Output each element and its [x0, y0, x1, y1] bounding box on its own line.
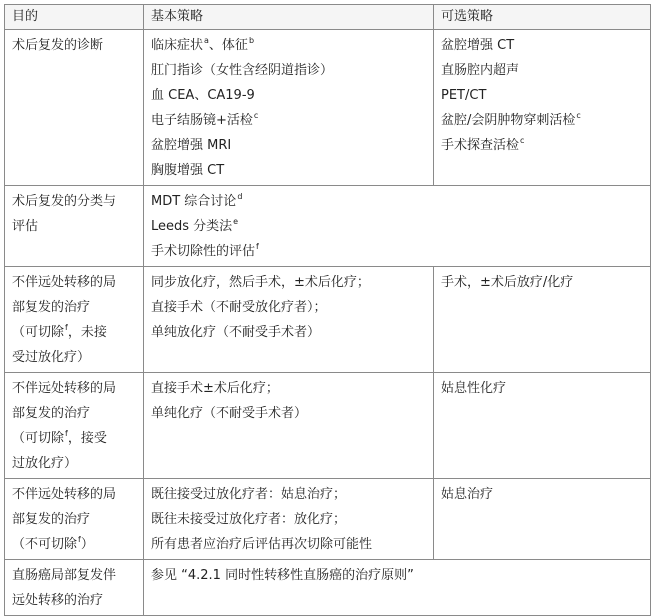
purpose-line: 评估 [12, 219, 39, 234]
purpose-line: 不伴远处转移的局 [12, 381, 117, 396]
table-row [5, 479, 651, 560]
basic-line [151, 189, 644, 214]
purpose-line: 不伴远处转移的局 [12, 487, 117, 502]
basic-line [151, 108, 427, 133]
optional-line [441, 108, 644, 133]
footnote-mark: a [204, 36, 209, 45]
purpose-cell [5, 267, 144, 373]
purpose-cell [5, 186, 144, 267]
optional-text: 盆腔/会阴肿物穿刺活检 [441, 113, 576, 128]
optional-line: 直肠腔内超声 [441, 63, 520, 78]
footnote-mark: f [256, 242, 259, 251]
basic-line: 血 CEA、CA19-9 [151, 88, 255, 103]
header-purpose: 目的 [5, 5, 144, 30]
purpose-line: 术后复发的分类与 [12, 194, 117, 209]
basic-text: MDT 综合讨论 [151, 194, 237, 209]
purpose-cell [5, 560, 144, 616]
basic-text: 手术切除性的评估 [151, 244, 256, 259]
purpose-line: 直肠癌局部复发伴 [12, 568, 117, 583]
footnote-mark: d [237, 192, 243, 201]
optional-line: 姑息性化疗 [441, 381, 507, 396]
basic-cell [144, 560, 651, 616]
basic-cell [144, 30, 434, 186]
basic-line: 肛门指诊（女性含经阴道指诊） [151, 63, 334, 78]
purpose-text: ，未接 [67, 325, 107, 340]
purpose-line: 部复发的治疗 [12, 406, 91, 421]
basic-text: 临床症状 [151, 38, 204, 53]
basic-text: Leeds 分类法 [151, 219, 233, 234]
optional-cell [434, 373, 651, 479]
purpose-line: 部复发的治疗 [12, 512, 91, 527]
optional-cell [434, 30, 651, 186]
table-row [5, 373, 651, 479]
purpose-line: 不伴远处转移的局 [12, 275, 117, 290]
purpose-line: 过放化疗） [12, 456, 78, 471]
basic-text: 电子结肠镜+活检 [151, 113, 253, 128]
basic-line: 单纯放化疗（不耐受手术者） [151, 325, 321, 340]
basic-line: 胸腹增强 CT [151, 163, 225, 178]
purpose-text: ） [80, 537, 94, 552]
optional-line: 姑息治疗 [441, 487, 494, 502]
purpose-line: 部复发的治疗 [12, 300, 91, 315]
basic-cell [144, 373, 434, 479]
optional-cell [434, 267, 651, 373]
footnote-mark: b [248, 36, 255, 45]
basic-line: 盆腔增强 MRI [151, 138, 232, 153]
purpose-text: （可切除 [12, 325, 65, 340]
basic-cell [144, 479, 434, 560]
purpose-line [12, 532, 137, 557]
footnote-mark: e [233, 217, 239, 226]
optional-line: 盆腔增强 CT [441, 38, 515, 53]
basic-line: 参见 “4.2.1 同时性转移性直肠癌的治疗原则” [151, 568, 414, 583]
basic-line [151, 33, 427, 58]
recurrence-strategy-table [4, 4, 651, 616]
header-row [5, 5, 651, 30]
optional-line [441, 133, 644, 158]
basic-line: 所有患者应治疗后评估再次切除可能性 [151, 537, 373, 552]
optional-line: 手术，±术后放疗/化疗 [441, 275, 574, 290]
basic-line [151, 239, 644, 264]
header-optional-strategy: 可选策略 [434, 5, 651, 30]
basic-line [151, 214, 644, 239]
table-row [5, 186, 651, 267]
basic-line: 直接手术（不耐受放化疗者）； [151, 300, 327, 315]
purpose-line: 术后复发的诊断 [12, 38, 104, 53]
footnote-mark: c [576, 111, 581, 120]
table-row [5, 560, 651, 616]
header-basic-strategy: 基本策略 [144, 5, 434, 30]
footnote-mark: c [520, 136, 525, 145]
basic-line: 既往未接受过放化疗者：放化疗； [151, 512, 347, 527]
purpose-text: （可切除 [12, 431, 65, 446]
basic-text: 、体征 [208, 38, 248, 53]
purpose-text: （不可切除 [12, 537, 78, 552]
footnote-mark: f [65, 323, 68, 332]
basic-line: 既往接受过放化疗者：姑息治疗； [151, 487, 347, 502]
purpose-cell [5, 30, 144, 186]
basic-line: 直接手术±术后化疗； [151, 381, 279, 396]
purpose-line: 远处转移的治疗 [12, 593, 104, 608]
purpose-cell [5, 479, 144, 560]
basic-line: 单纯化疗（不耐受手术者） [151, 406, 308, 421]
purpose-text: ，接受 [67, 431, 107, 446]
optional-cell [434, 479, 651, 560]
footnote-mark: c [253, 111, 259, 120]
basic-line: 同步放化疗，然后手术，±术后化疗； [151, 275, 370, 290]
purpose-line: 受过放化疗） [12, 350, 91, 365]
optional-text: 手术探查活检 [441, 138, 520, 153]
footnote-mark: f [78, 535, 81, 544]
table-row [5, 30, 651, 186]
footnote-mark: f [65, 429, 68, 438]
optional-line: PET/CT [441, 88, 487, 103]
purpose-line [12, 426, 137, 451]
purpose-cell [5, 373, 144, 479]
table-row [5, 267, 651, 373]
purpose-line [12, 320, 137, 345]
basic-cell [144, 267, 434, 373]
basic-cell [144, 186, 651, 267]
